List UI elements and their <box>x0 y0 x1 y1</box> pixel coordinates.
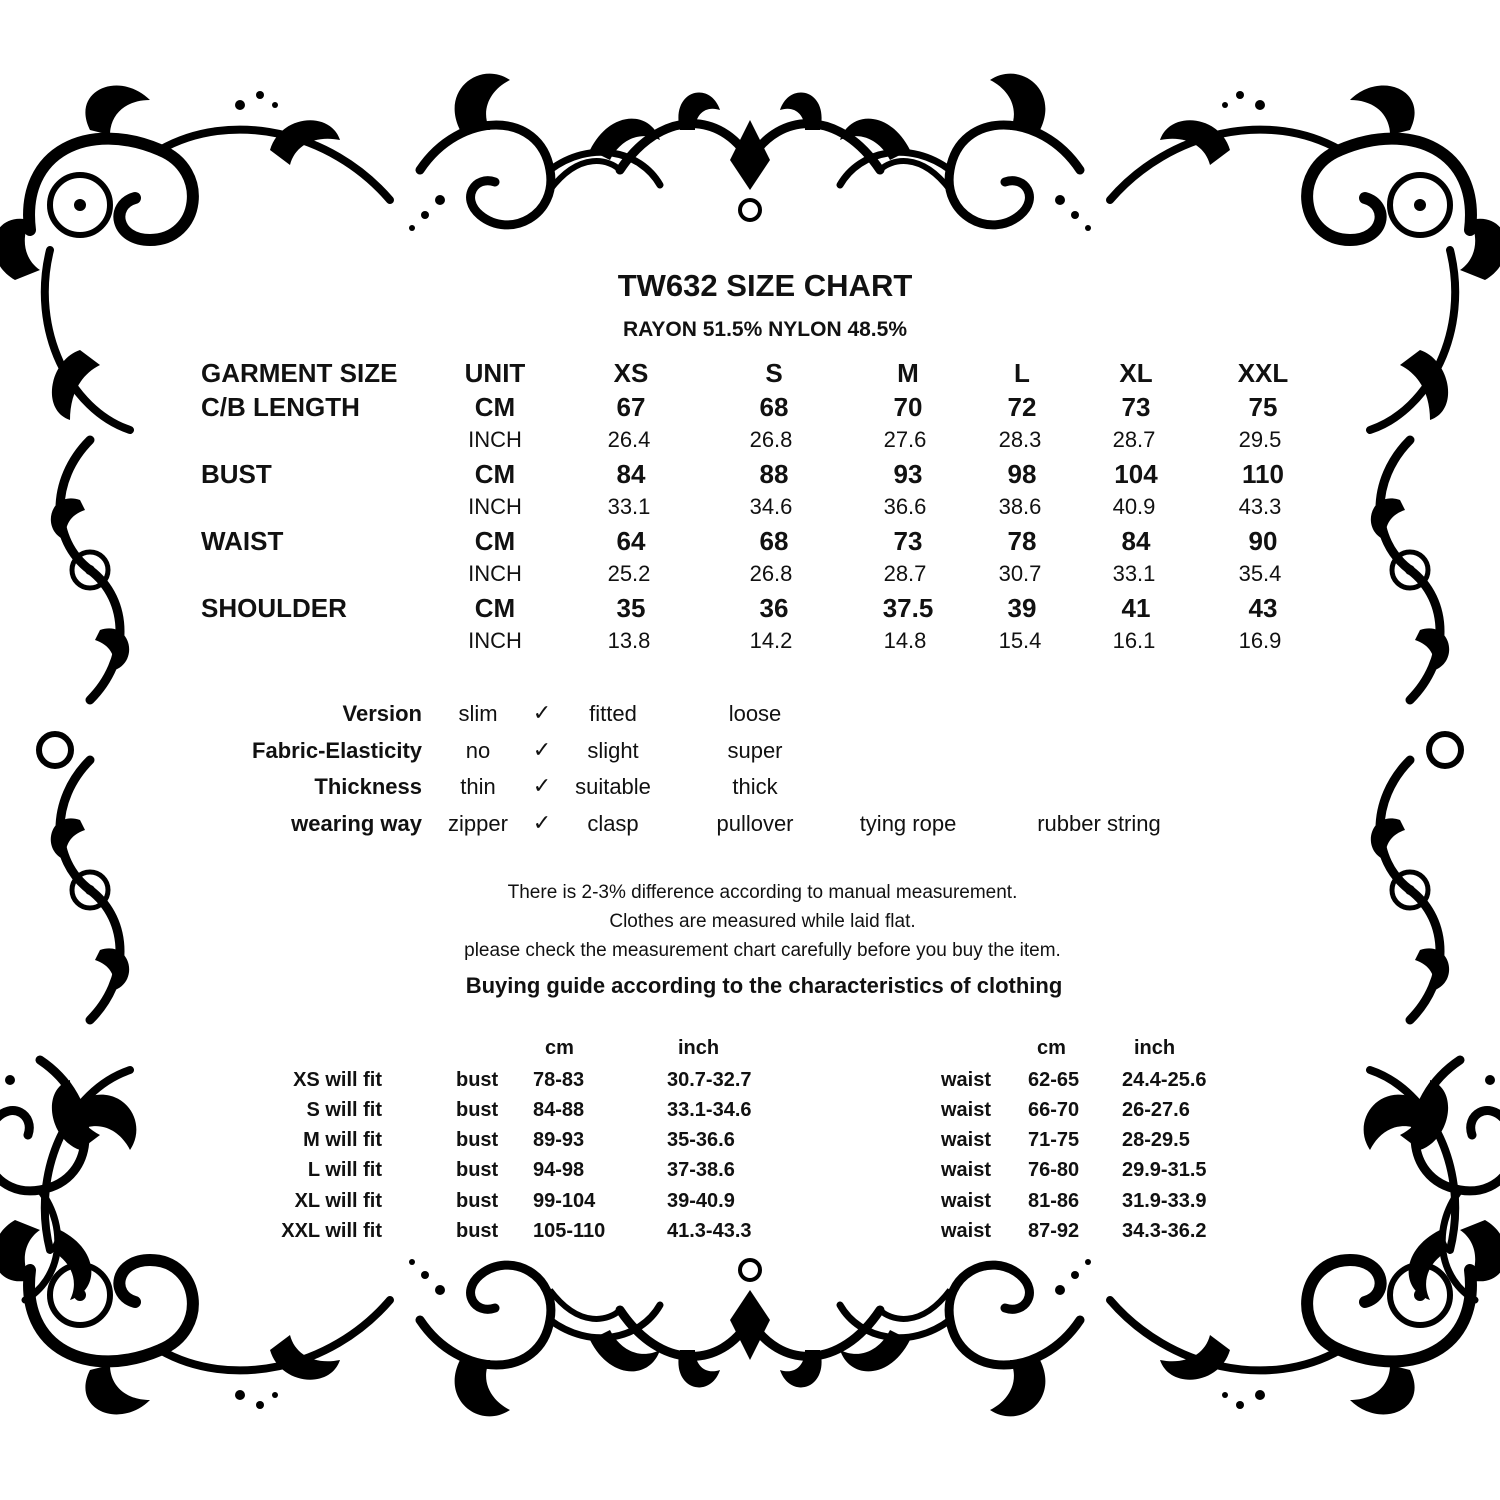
bust-cm-range: 84-88 <box>533 1099 585 1121</box>
waist-cm-range: 76-80 <box>1028 1159 1080 1181</box>
bust-cm-range: 78-83 <box>533 1069 585 1091</box>
waist-cm-range: 66-70 <box>1028 1099 1080 1121</box>
table-cell: 37.5 <box>882 593 934 623</box>
table-cell: 33.1 <box>607 494 651 519</box>
row-label-shoulder: SHOULDER <box>201 593 347 623</box>
waist-label: waist <box>941 1069 992 1091</box>
waist-inch-range: 28-29.5 <box>1122 1129 1190 1151</box>
waist-cm-range: 62-65 <box>1028 1069 1080 1091</box>
table-cell: 35.4 <box>1238 561 1282 586</box>
option-text: slim <box>458 701 498 726</box>
characteristic-label-wearing-way: wearing way <box>291 811 422 836</box>
check-mark-icon: ✓ <box>532 773 552 798</box>
waist-label: waist <box>941 1190 992 1212</box>
bust-label: bust <box>456 1129 499 1151</box>
bust-inch-range: 35-36.6 <box>667 1129 735 1151</box>
waist-cm-header: cm <box>1037 1037 1066 1059</box>
table-cell: 104 <box>1114 459 1158 489</box>
option-text: thin <box>460 774 496 799</box>
unit-inch: INCH <box>468 427 522 452</box>
table-cell: 36.6 <box>883 494 927 519</box>
row-label-bust: BUST <box>201 459 272 489</box>
fit-label: M will fit <box>303 1129 382 1151</box>
bust-inch-range: 39-40.9 <box>667 1190 735 1212</box>
option-text: thick <box>732 774 778 799</box>
measurement-note: please check the measurement chart carefully before you buy the item. <box>464 940 1061 961</box>
unit-inch: INCH <box>468 561 522 586</box>
waist-label: waist <box>941 1099 992 1121</box>
unit-cm: CM <box>474 392 516 422</box>
option-text: no <box>465 738 491 763</box>
option-text: super <box>727 738 783 763</box>
table-cell: 68 <box>759 392 789 422</box>
size-header-xl: XL <box>1119 358 1153 388</box>
table-cell: 73 <box>893 526 923 556</box>
unit-cm: CM <box>474 526 516 556</box>
option-text: tying rope <box>859 811 957 836</box>
unit-cm: CM <box>474 593 516 623</box>
waist-label: waist <box>941 1129 992 1151</box>
table-cell: 28.3 <box>998 427 1042 452</box>
waist-inch-range: 29.9-31.5 <box>1122 1159 1207 1181</box>
table-cell: 41 <box>1121 593 1151 623</box>
table-cell: 26.8 <box>749 561 793 586</box>
option-text: clasp <box>587 811 639 836</box>
unit-cm: CM <box>474 459 516 489</box>
option-text: pullover <box>716 811 794 836</box>
table-cell: 26.4 <box>607 427 651 452</box>
bust-inch-range: 41.3-43.3 <box>667 1220 752 1242</box>
table-cell: 110 <box>1242 459 1284 489</box>
measurement-note: Clothes are measured while laid flat. <box>609 911 916 932</box>
table-cell: 40.9 <box>1112 494 1156 519</box>
table-cell: 64 <box>616 526 646 556</box>
size-header-l: L <box>1014 358 1030 388</box>
table-cell: 73 <box>1121 392 1151 422</box>
fabric-composition: RAYON 51.5% NYLON 48.5% <box>622 318 907 341</box>
size-header-xxl: XXL <box>1237 358 1289 388</box>
table-cell: 38.6 <box>998 494 1042 519</box>
waist-inch-range: 34.3-36.2 <box>1122 1220 1207 1242</box>
bust-inch-range: 33.1-34.6 <box>667 1099 752 1121</box>
bust-inch-range: 37-38.6 <box>667 1159 735 1181</box>
table-cell: 25.2 <box>607 561 651 586</box>
waist-inch-range: 26-27.6 <box>1122 1099 1190 1121</box>
characteristic-label-fabric-elasticity: Fabric-Elasticity <box>252 738 422 763</box>
table-cell: 26.8 <box>749 427 793 452</box>
table-cell: 13.8 <box>607 628 651 653</box>
bust-cm-header: cm <box>545 1037 574 1059</box>
table-cell: 72 <box>1007 392 1037 422</box>
waist-cm-range: 81-86 <box>1028 1190 1080 1212</box>
table-cell: 30.7 <box>998 561 1042 586</box>
table-cell: 78 <box>1007 526 1037 556</box>
option-text: fitted <box>589 701 637 726</box>
fit-label: XS will fit <box>293 1069 382 1091</box>
fit-label: L will fit <box>307 1159 382 1181</box>
check-mark-icon: ✓ <box>532 737 552 762</box>
table-cell: 39 <box>1007 593 1037 623</box>
table-cell: 70 <box>893 392 923 422</box>
bust-label: bust <box>456 1159 499 1181</box>
bust-cm-range: 105-110 <box>533 1220 606 1242</box>
check-mark-icon: ✓ <box>532 700 552 725</box>
option-text: rubber string <box>1037 811 1161 836</box>
table-cell: 28.7 <box>883 561 927 586</box>
characteristic-label-version: Version <box>342 701 422 726</box>
waist-label: waist <box>941 1220 992 1242</box>
table-cell: 67 <box>616 392 646 422</box>
unit-inch: INCH <box>468 628 522 653</box>
table-cell: 35 <box>616 593 646 623</box>
bust-label: bust <box>456 1220 499 1242</box>
bust-cm-range: 89-93 <box>533 1129 585 1151</box>
table-cell: 90 <box>1248 526 1278 556</box>
table-cell: 28.7 <box>1112 427 1156 452</box>
table-cell: 68 <box>759 526 789 556</box>
table-cell: 29.5 <box>1238 427 1282 452</box>
garment-size-header: GARMENT SIZE <box>201 358 398 388</box>
table-cell: 36 <box>759 593 789 623</box>
option-text: zipper <box>448 811 508 836</box>
bust-label: bust <box>456 1069 499 1091</box>
waist-cm-range: 71-75 <box>1028 1129 1080 1151</box>
table-cell: 88 <box>759 459 789 489</box>
option-text: slight <box>587 738 639 763</box>
table-cell: 84 <box>1121 526 1151 556</box>
table-cell: 27.6 <box>883 427 927 452</box>
table-cell: 16.9 <box>1238 628 1282 653</box>
waist-label: waist <box>941 1159 992 1181</box>
fit-label: XL will fit <box>294 1190 382 1212</box>
table-cell: 43 <box>1248 593 1278 623</box>
waist-cm-range: 87-92 <box>1028 1220 1080 1242</box>
measurement-note: There is 2-3% difference according to manual measurement. <box>507 882 1018 903</box>
waist-inch-header: inch <box>1134 1037 1176 1059</box>
bust-cm-range: 94-98 <box>533 1159 585 1181</box>
unit-header: UNIT <box>464 358 526 388</box>
table-cell: 33.1 <box>1112 561 1156 586</box>
option-text: suitable <box>575 774 651 799</box>
bust-label: bust <box>456 1099 499 1121</box>
fit-label: S will fit <box>306 1099 382 1121</box>
table-cell: 93 <box>893 459 923 489</box>
table-cell: 14.2 <box>749 628 793 653</box>
row-label-cb-length: C/B LENGTH <box>201 392 360 422</box>
chart-title: TW632 SIZE CHART <box>617 268 913 303</box>
table-cell: 14.8 <box>883 628 927 653</box>
table-cell: 43.3 <box>1238 494 1282 519</box>
table-cell: 98 <box>1007 459 1037 489</box>
table-cell: 75 <box>1248 392 1278 422</box>
bust-label: bust <box>456 1190 499 1212</box>
size-header-xs: XS <box>613 358 649 388</box>
unit-inch: INCH <box>468 494 522 519</box>
option-text: loose <box>728 701 782 726</box>
row-label-waist: WAIST <box>201 526 284 556</box>
check-mark-icon: ✓ <box>532 810 552 835</box>
bust-inch-range: 30.7-32.7 <box>667 1069 752 1091</box>
table-cell: 34.6 <box>749 494 793 519</box>
table-cell: 16.1 <box>1112 628 1156 653</box>
table-cell: 15.4 <box>998 628 1042 653</box>
waist-inch-range: 31.9-33.9 <box>1122 1190 1207 1212</box>
fit-label: XXL will fit <box>281 1220 382 1242</box>
waist-inch-range: 24.4-25.6 <box>1122 1069 1207 1091</box>
characteristic-label-thickness: Thickness <box>314 774 422 799</box>
table-cell: 84 <box>616 459 646 489</box>
bust-cm-range: 99-104 <box>533 1190 596 1212</box>
bust-inch-header: inch <box>678 1037 720 1059</box>
size-header-m: M <box>897 358 919 388</box>
buying-guide-title: Buying guide according to the characteristics of clothing <box>465 973 1063 998</box>
size-header-s: S <box>765 358 783 388</box>
